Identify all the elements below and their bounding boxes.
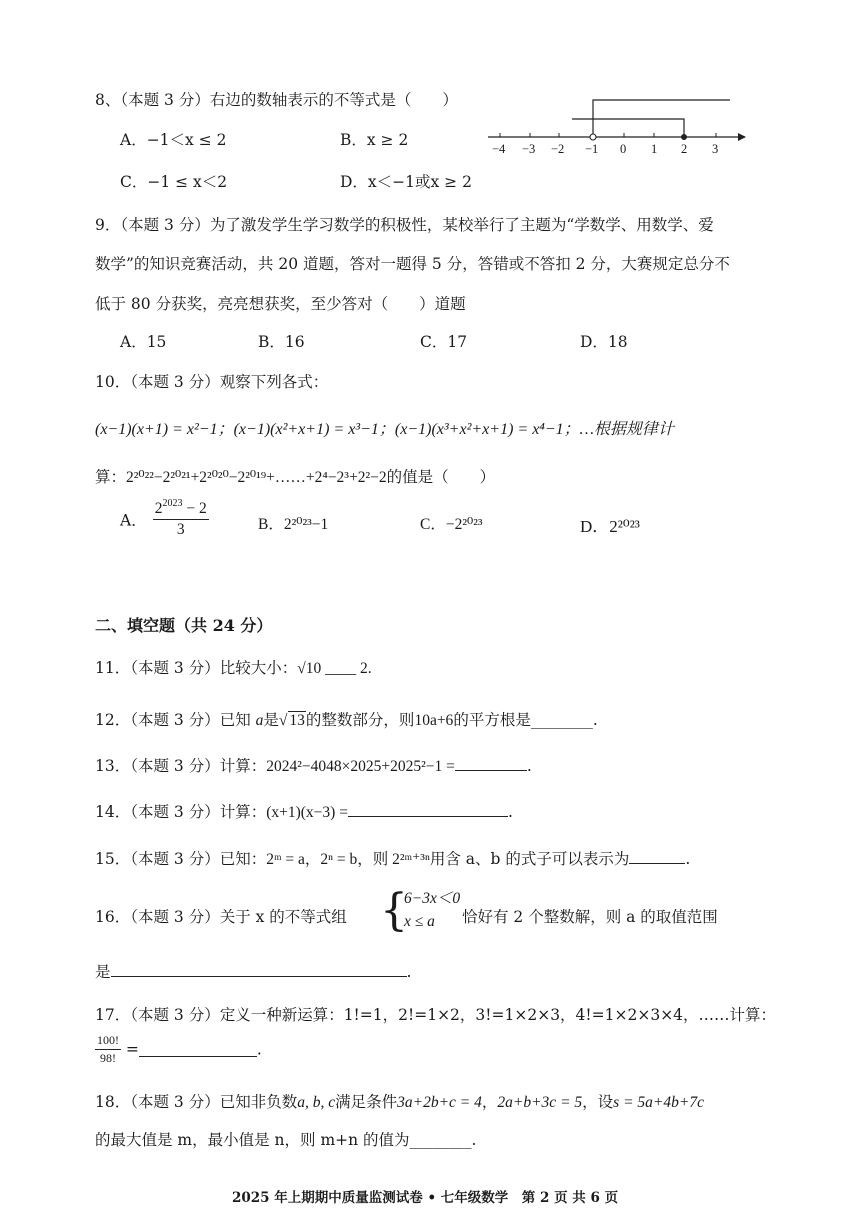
q11-prefix: 11．（本题 3 分）比较大小： xyxy=(95,659,298,677)
q18-mid: 满足条件 xyxy=(335,1093,398,1111)
q17-numerator: 100! xyxy=(95,1033,121,1050)
axis-label-0: 0 xyxy=(620,142,627,156)
q16-prefix: 16．（本题 3 分）关于 x 的不等式组 xyxy=(95,908,347,926)
q9-option-b: B．16 xyxy=(258,333,305,351)
q10-option-c: C．−2²⁰²³ xyxy=(420,516,483,533)
q9-line1: 9．（本题 3 分）为了激发学生学习数学的积极性，某校举行了主题为“学数学、用数学、爱 xyxy=(95,216,714,234)
q16-inequality-2: x ≤ a xyxy=(404,913,435,930)
q10-option-a: A． $\frac{2^{2023} - 2}{3}$ xyxy=(120,498,207,538)
q16-brace: { xyxy=(380,885,408,936)
q12 xyxy=(95,708,598,730)
q15-expr: 2ᵐ = a，2ⁿ = b，则 2²ᵐ⁺³ⁿ xyxy=(266,851,430,868)
axis-label-neg3: −3 xyxy=(522,142,536,156)
q17-denominator: 98! xyxy=(100,1051,116,1065)
q17-line1: 17．（本题 3 分）定义一种新运算：1!=1，2!=1×2，3!=1×2×3，4!=1×2×3×4，……计算： xyxy=(95,1006,777,1024)
q12-expr: 10a+6 xyxy=(414,712,454,729)
axis-arrow xyxy=(738,133,746,141)
q9-line3: 低于 80 分获奖，亮亮想获奖，至少答对（ ）道题 xyxy=(95,295,466,313)
q9-line2: 数学”的知识竞赛活动，共 20 道题，答对一题得 5 分，答错或不答扣 2 分，大赛规定总分不 xyxy=(95,255,730,273)
q17-answer-blank[interactable] xyxy=(139,1042,257,1057)
q13: 13．（本题 3 分）计算：2024²−4048×2025+2025²−1 = . xyxy=(95,757,532,775)
axis-label-1: 1 xyxy=(651,142,658,156)
q8-option-b: B．x ≥ 2 xyxy=(340,131,409,149)
q10-line3 xyxy=(95,465,495,487)
q13-answer-blank[interactable] xyxy=(455,756,527,771)
q16-inequality-1: 6−3x＜0 xyxy=(404,890,461,907)
q12-mid1: 是 xyxy=(263,711,279,729)
q12-suffix: 的平方根是________. xyxy=(453,711,598,729)
q15-answer-blank[interactable] xyxy=(629,849,685,864)
q10-expression: 2²⁰²²−2²⁰²¹+2²⁰²⁰−2²⁰¹⁹+……+2⁴−2³+2²−2 xyxy=(126,469,387,486)
q15-prefix: 15．（本题 3 分）已知： xyxy=(95,850,267,868)
q9-option-d: D．18 xyxy=(580,333,628,351)
page-footer: 2025 年上期期中质量监测试卷 • 七年级数学 第 2 页 共 6 页 xyxy=(232,1190,619,1206)
section-title-fill-in: 二、填空题（共 24 分） xyxy=(95,616,273,635)
q8-option-c: C．−1 ≤ x＜2 xyxy=(120,173,228,191)
axis-label-neg4: −4 xyxy=(492,142,506,156)
q12-prefix: 12．（本题 3 分）已知 xyxy=(95,711,251,729)
q12-sqrt13: √ 13 xyxy=(278,712,305,729)
closed-dot xyxy=(681,134,687,140)
q13-expr: 2024²−4048×2025+2025²−1 = xyxy=(266,758,455,775)
q16-line2: 是 . xyxy=(95,963,412,981)
q17-fraction-line: $\frac{100!}{98!}$ = . xyxy=(97,1033,262,1065)
q18-prefix: 18．（本题 3 分）已知非负数 xyxy=(95,1093,298,1111)
lower-bracket xyxy=(572,119,684,137)
q9-option-a: A．15 xyxy=(120,333,167,351)
q18-abc: a, b, c xyxy=(297,1094,336,1111)
q18-cond1: 3a+2b+c = 4 xyxy=(397,1094,482,1111)
q16-line2-text: 是 xyxy=(95,963,111,981)
q10-option-b: B．2²⁰²³−1 xyxy=(258,516,329,533)
q14-expr: (x+1)(x−3) = xyxy=(266,804,348,821)
open-dot xyxy=(590,134,596,140)
q11 xyxy=(95,656,372,678)
q16-answer-blank[interactable] xyxy=(111,962,407,977)
q13-prefix: 13．（本题 3 分）计算： xyxy=(95,757,267,775)
q18-line2: 的最大值是 m，最小值是 n，则 m+n 的值为________. xyxy=(95,1131,477,1149)
q8-option-d: D．x＜−1或x ≥ 2 xyxy=(340,173,472,191)
q16-suffix: 恰好有 2 个整数解，则 a 的取值范围 xyxy=(462,908,718,926)
axis-label-2: 2 xyxy=(681,142,688,156)
q18-tail: ，设 xyxy=(582,1093,614,1111)
axis-label-3: 3 xyxy=(712,142,719,156)
q15-suffix: 用含 a、b 的式子可以表示为 xyxy=(429,850,630,868)
q14-answer-blank[interactable] xyxy=(348,802,508,817)
q14-prefix: 14．（本题 3 分）计算： xyxy=(95,803,267,821)
axis-label-neg1: −1 xyxy=(585,142,599,156)
q18-line1: 18．（本题 3 分）已知非负数a, b, c满足条件3a+2b+c = 4，2a+b+3c = 5，设s = 5a+4b+7c xyxy=(95,1093,704,1111)
q8-option-a: A．−1＜x ≤ 2 xyxy=(120,131,227,149)
q18-s-expr: s = 5a+4b+7c xyxy=(613,1094,704,1111)
axis-label-neg2: −2 xyxy=(551,142,565,156)
q8-stem: 8、（本题 3 分）右边的数轴表示的不等式是（ ） xyxy=(95,91,458,109)
q15: 15．（本题 3 分）已知：2ᵐ = a，2ⁿ = b，则 2²ᵐ⁺³ⁿ用含 a、b 的式子可以表示为 . xyxy=(95,850,691,868)
q12-var-a: a xyxy=(255,712,264,729)
q12-mid2: 的整数部分，则 xyxy=(305,711,415,729)
q18-cond2: 2a+b+3c = 5 xyxy=(497,1094,583,1111)
q14: 14．（本题 3 分）计算：(x+1)(x−3) = . xyxy=(95,803,513,821)
q10-line3-suffix: 的值是（ ） xyxy=(386,468,496,486)
q10-line3-prefix: 算： xyxy=(95,468,127,486)
q10-line1: 10．（本题 3 分）观察下列各式： xyxy=(95,373,329,391)
q9-option-c: C．17 xyxy=(420,333,468,351)
q10-option-d: D．2²⁰²³ xyxy=(580,517,640,536)
q11-expr: √10 ____ 2. xyxy=(297,660,372,677)
q10-formulas: (x−1)(x+1) = x²−1；(x−1)(x²+x+1) = x³−1；(x−1)(x³+x²+x+1) = x⁴−1；…根据规律计 xyxy=(95,421,674,438)
